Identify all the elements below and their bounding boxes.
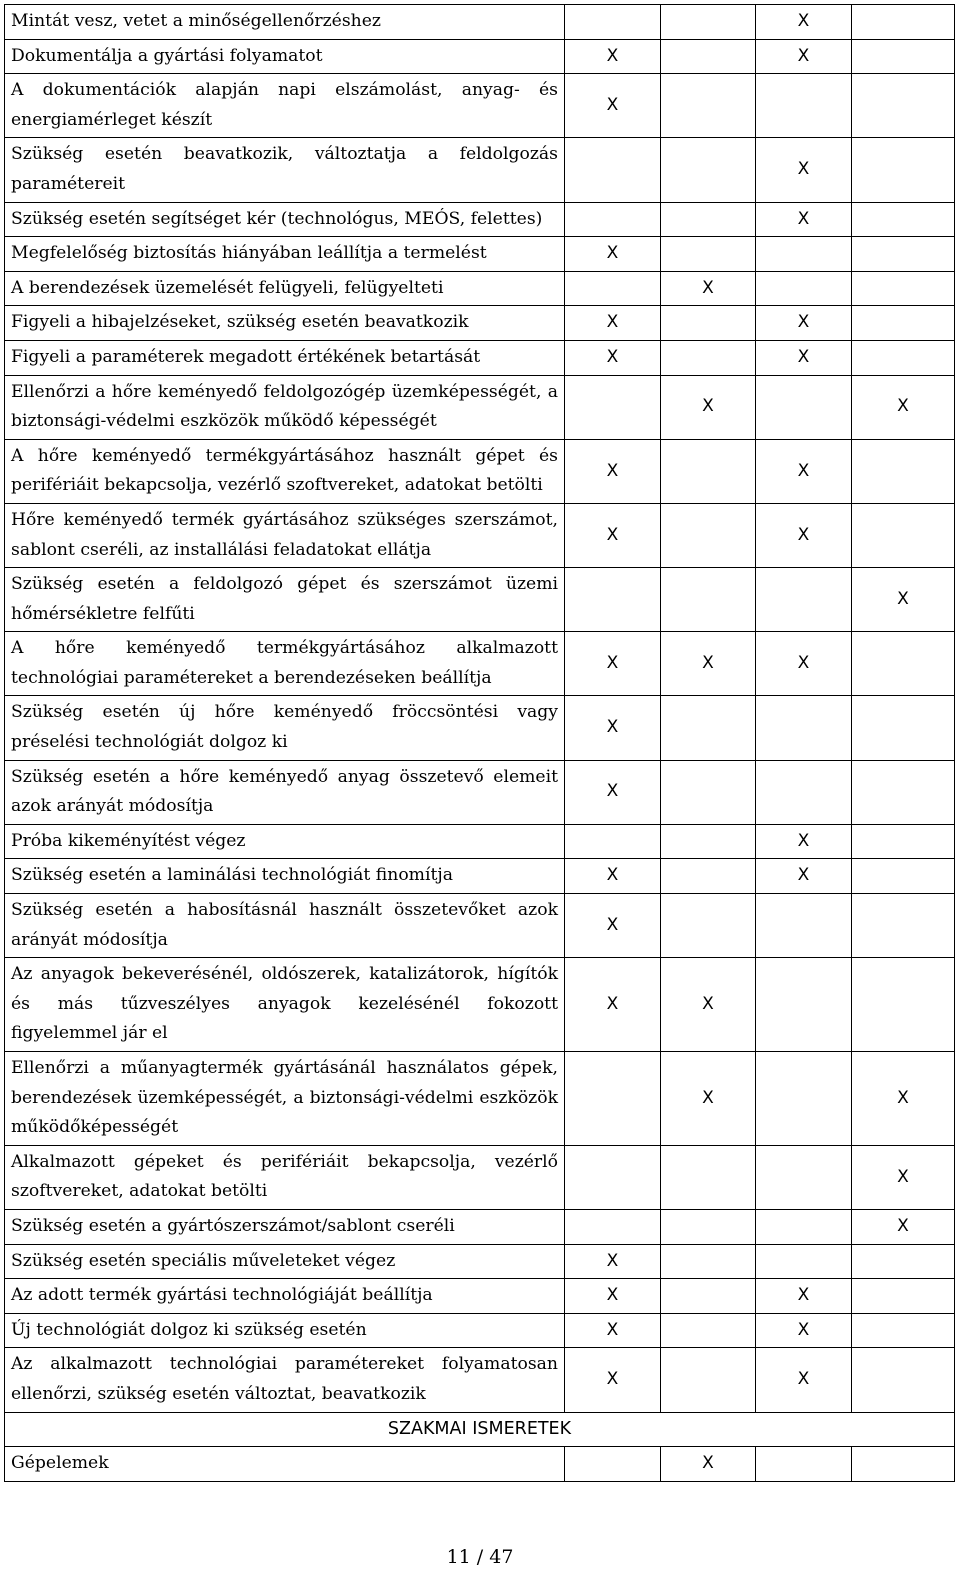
table-row [5, 306, 955, 341]
mark-cell-col-4 [852, 138, 955, 202]
mark-cell-col-1: X [565, 632, 661, 696]
table-row [5, 1447, 955, 1482]
mark-cell-col-3: X [756, 1279, 852, 1314]
mark-cell-col-4 [852, 340, 955, 375]
mark-cell-col-2 [661, 138, 756, 202]
mark-cell-col-1: X [565, 1279, 661, 1314]
task-description: Az alkalmazott technológiai paramétereket folyamatosan ellenőrzi, szükség esetén változtat, beavatkozik [5, 1348, 565, 1412]
table-row [5, 1313, 955, 1348]
mark-cell-col-3 [756, 237, 852, 272]
mark-cell-col-3 [756, 760, 852, 824]
task-description: Az anyagok bekeverésénél, oldószerek, katalizátorok, hígítók és más tűzveszélyes anyagok kezelésénél fokozott figyelemmel jár el [5, 958, 565, 1052]
mark-cell-col-2 [661, 39, 756, 74]
mark-cell-col-4: X [852, 375, 955, 439]
mark-cell-col-3: X [756, 1313, 852, 1348]
table-row [5, 1279, 955, 1314]
task-description: Szükség esetén segítséget kér (technológus, MEÓS, felettes) [5, 202, 565, 237]
task-description: Figyeli a paraméterek megadott értékének betartását [5, 340, 565, 375]
task-description: Mintát vesz, vetet a minőségellenőrzéshez [5, 5, 565, 40]
task-description: Szükség esetén a habosításnál használt összetevőket azok arányát módosítja [5, 894, 565, 958]
mark-cell-col-3: X [756, 859, 852, 894]
task-description: Szükség esetén a gyártószerszámot/sablont cseréli [5, 1209, 565, 1244]
task-description: Megfelelőség biztosítás hiányában leállítja a termelést [5, 237, 565, 272]
table-row [5, 39, 955, 74]
mark-cell-col-3: X [756, 632, 852, 696]
mark-cell-col-2 [661, 696, 756, 760]
mark-cell-col-3 [756, 568, 852, 632]
table-row [5, 1209, 955, 1244]
mark-cell-col-1: X [565, 39, 661, 74]
task-description: Hőre keményedő termék gyártásához szükséges szerszámot, sablont cseréli, az installálási feladatokat ellátja [5, 503, 565, 567]
table-row [5, 824, 955, 859]
mark-cell-col-3 [756, 1052, 852, 1146]
mark-cell-col-1: X [565, 74, 661, 138]
mark-cell-col-3: X [756, 202, 852, 237]
mark-cell-col-1: X [565, 958, 661, 1052]
table-row [5, 237, 955, 272]
mark-cell-col-1: X [565, 696, 661, 760]
mark-cell-col-4 [852, 306, 955, 341]
table-row [5, 271, 955, 306]
table-row [5, 760, 955, 824]
mark-cell-col-4: X [852, 1145, 955, 1209]
table-row [5, 74, 955, 138]
task-description: Szükség esetén beavatkozik, változtatja a feldolgozás paramétereit [5, 138, 565, 202]
mark-cell-col-4: X [852, 1209, 955, 1244]
task-description: A hőre keményedő termékgyártásához alkalmazott technológiai paramétereket a berendezéseken beállítja [5, 632, 565, 696]
task-description: Alkalmazott gépeket és perifériáit bekapcsolja, vezérlő szoftvereket, adatokat betölti [5, 1145, 565, 1209]
table-row [5, 1145, 955, 1209]
mark-cell-col-4 [852, 894, 955, 958]
mark-cell-col-4: X [852, 1052, 955, 1146]
mark-cell-col-4 [852, 74, 955, 138]
mark-cell-col-2: X [661, 375, 756, 439]
table-row [5, 340, 955, 375]
mark-cell-col-3 [756, 894, 852, 958]
task-description: Gépelemek [5, 1447, 565, 1482]
mark-cell-col-2 [661, 237, 756, 272]
mark-cell-col-4 [852, 1244, 955, 1279]
mark-cell-col-1: X [565, 1348, 661, 1412]
mark-cell-col-2 [661, 503, 756, 567]
mark-cell-col-2 [661, 568, 756, 632]
mark-cell-col-2: X [661, 1052, 756, 1146]
mark-cell-col-1 [565, 138, 661, 202]
mark-cell-col-1: X [565, 1244, 661, 1279]
task-description: A berendezések üzemelését felügyeli, felügyelteti [5, 271, 565, 306]
section-header: SZAKMAI ISMERETEK [5, 1412, 955, 1447]
mark-cell-col-4 [852, 824, 955, 859]
mark-cell-col-2 [661, 5, 756, 40]
table-row [5, 439, 955, 503]
table-row [5, 894, 955, 958]
mark-cell-col-1: X [565, 237, 661, 272]
mark-cell-col-4: X [852, 568, 955, 632]
mark-cell-col-4 [852, 859, 955, 894]
task-description: Dokumentálja a gyártási folyamatot [5, 39, 565, 74]
table-row [5, 5, 955, 40]
mark-cell-col-3: X [756, 5, 852, 40]
mark-cell-col-2 [661, 760, 756, 824]
mark-cell-col-1: X [565, 894, 661, 958]
mark-cell-col-1: X [565, 1313, 661, 1348]
mark-cell-col-2 [661, 894, 756, 958]
mark-cell-col-4 [852, 39, 955, 74]
mark-cell-col-4 [852, 439, 955, 503]
mark-cell-col-2 [661, 439, 756, 503]
mark-cell-col-1: X [565, 306, 661, 341]
mark-cell-col-3: X [756, 39, 852, 74]
task-description: Szükség esetén a laminálási technológiát finomítja [5, 859, 565, 894]
mark-cell-col-1: X [565, 340, 661, 375]
mark-cell-col-1 [565, 1145, 661, 1209]
mark-cell-col-2 [661, 859, 756, 894]
mark-cell-col-1: X [565, 760, 661, 824]
mark-cell-col-2 [661, 1244, 756, 1279]
task-description: A hőre keményedő termékgyártásához használt gépet és perifériáit bekapcsolja, vezérlő szoftvereket, adatokat betölti [5, 439, 565, 503]
mark-cell-col-2: X [661, 271, 756, 306]
section-header-row [5, 1412, 955, 1447]
task-rows [5, 5, 955, 1413]
mark-cell-col-3: X [756, 306, 852, 341]
mark-cell-col-3 [756, 271, 852, 306]
mark-cell-col-1: X [565, 859, 661, 894]
mark-cell-col-4 [852, 632, 955, 696]
mark-cell-col-1 [565, 202, 661, 237]
mark-cell-col-1 [565, 824, 661, 859]
mark-cell-col-1 [565, 375, 661, 439]
table-row [5, 1052, 955, 1146]
task-description: Ellenőrzi a hőre keményedő feldolgozógép üzemképességét, a biztonsági-védelmi eszközök működő képességét [5, 375, 565, 439]
mark-cell-col-1 [565, 5, 661, 40]
page-number: 11 / 47 [446, 1546, 514, 1568]
mark-cell-col-4 [852, 696, 955, 760]
mark-cell-col-4 [852, 1279, 955, 1314]
mark-cell-col-3 [756, 375, 852, 439]
task-description: Szükség esetén speciális műveleteket végez [5, 1244, 565, 1279]
table-row [5, 138, 955, 202]
mark-cell-col-3 [756, 1209, 852, 1244]
competency-table [4, 4, 955, 1482]
mark-cell-col-3 [756, 74, 852, 138]
task-description: Ellenőrzi a műanyagtermék gyártásánál használatos gépek, berendezések üzemképességét, a biztonsági-védelmi eszközök működőképességét [5, 1052, 565, 1146]
mark-cell-col-2: X [661, 958, 756, 1052]
mark-cell-col-2 [661, 1313, 756, 1348]
table-row [5, 632, 955, 696]
mark-cell-col-2 [661, 306, 756, 341]
mark-cell-col-4 [852, 503, 955, 567]
task-description: Szükség esetén a feldolgozó gépet és szerszámot üzemi hőmérsékletre felfűti [5, 568, 565, 632]
task-description: Figyeli a hibajelzéseket, szükség esetén beavatkozik [5, 306, 565, 341]
section-professional-knowledge [5, 1412, 955, 1481]
table-row [5, 958, 955, 1052]
mark-cell-col-3: X [756, 138, 852, 202]
task-description: Szükség esetén a hőre keményedő anyag összetevő elemeit azok arányát módosítja [5, 760, 565, 824]
mark-cell-col-2 [661, 1279, 756, 1314]
mark-cell-col-2: X [661, 1447, 756, 1482]
mark-cell-col-2 [661, 340, 756, 375]
mark-cell-col-3 [756, 958, 852, 1052]
table-row [5, 696, 955, 760]
table-row [5, 1244, 955, 1279]
mark-cell-col-2 [661, 74, 756, 138]
mark-cell-col-3 [756, 1447, 852, 1482]
table-row [5, 375, 955, 439]
mark-cell-col-3: X [756, 503, 852, 567]
mark-cell-col-1: X [565, 503, 661, 567]
mark-cell-col-2: X [661, 632, 756, 696]
mark-cell-col-3 [756, 1145, 852, 1209]
task-description: Próba kikeményítést végez [5, 824, 565, 859]
table-row [5, 503, 955, 567]
mark-cell-col-4 [852, 760, 955, 824]
mark-cell-col-2 [661, 1209, 756, 1244]
mark-cell-col-4 [852, 237, 955, 272]
mark-cell-col-1 [565, 1052, 661, 1146]
mark-cell-col-1 [565, 1209, 661, 1244]
mark-cell-col-3: X [756, 1348, 852, 1412]
task-description: Szükség esetén új hőre keményedő fröccsöntési vagy préselési technológiát dolgoz ki [5, 696, 565, 760]
table-row [5, 202, 955, 237]
mark-cell-col-2 [661, 1145, 756, 1209]
mark-cell-col-3 [756, 696, 852, 760]
mark-cell-col-4 [852, 1348, 955, 1412]
table-row [5, 1348, 955, 1412]
mark-cell-col-2 [661, 202, 756, 237]
task-description: Új technológiát dolgoz ki szükség esetén [5, 1313, 565, 1348]
mark-cell-col-4 [852, 5, 955, 40]
mark-cell-col-1: X [565, 439, 661, 503]
task-description: A dokumentációk alapján napi elszámolást, anyag- és energiamérleget készít [5, 74, 565, 138]
mark-cell-col-4 [852, 202, 955, 237]
task-description: Az adott termék gyártási technológiáját beállítja [5, 1279, 565, 1314]
mark-cell-col-4 [852, 271, 955, 306]
mark-cell-col-2 [661, 824, 756, 859]
table-row [5, 568, 955, 632]
mark-cell-col-3: X [756, 824, 852, 859]
mark-cell-col-3: X [756, 439, 852, 503]
mark-cell-col-2 [661, 1348, 756, 1412]
mark-cell-col-1 [565, 271, 661, 306]
mark-cell-col-3 [756, 1244, 852, 1279]
mark-cell-col-1 [565, 568, 661, 632]
mark-cell-col-4 [852, 1447, 955, 1482]
mark-cell-col-4 [852, 958, 955, 1052]
mark-cell-col-4 [852, 1313, 955, 1348]
mark-cell-col-3: X [756, 340, 852, 375]
table-row [5, 859, 955, 894]
mark-cell-col-1 [565, 1447, 661, 1482]
